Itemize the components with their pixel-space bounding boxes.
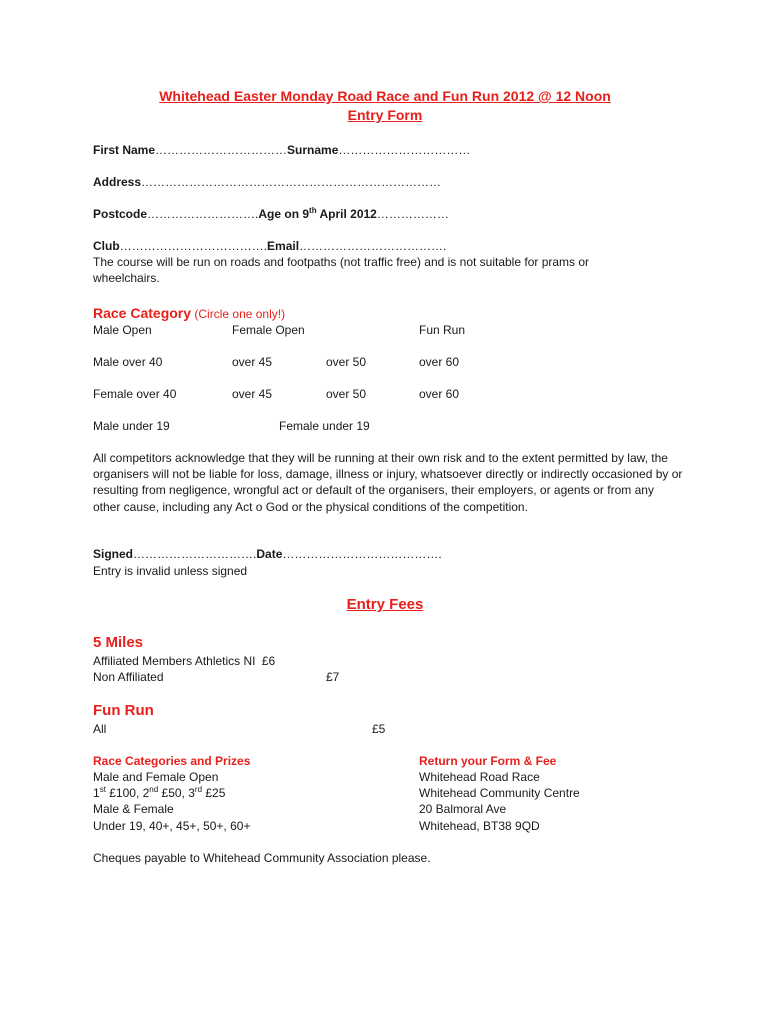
page-title: Whitehead Easter Monday Road Race and Fun Run 2012 @ 12 Noon: [159, 88, 611, 104]
return-line-1: Whitehead Road Race: [419, 770, 540, 784]
signed-field[interactable]: ………………………….: [133, 547, 257, 561]
prizes-line-4: Under 19, 40+, 45+, 50+, 60+: [93, 819, 251, 833]
first-name-label: First Name: [93, 143, 156, 157]
cheques-note: Cheques payable to Whitehead Community Association please.: [93, 851, 431, 865]
affiliated-line: [93, 653, 275, 669]
date-label: Date: [256, 547, 283, 561]
option-female-over-40[interactable]: Female over 40: [93, 387, 177, 401]
return-heading: Return your Form & Fee: [419, 754, 557, 768]
fun-run-all-label: All: [93, 722, 107, 736]
race-category-note: (Circle one only!): [194, 307, 286, 321]
option-male-over-45[interactable]: over 45: [232, 355, 273, 369]
prizes-line-1: Male and Female Open: [93, 770, 219, 784]
option-female-over-60[interactable]: over 60: [419, 387, 460, 401]
race-category-heading: Race Category (Circle one only!): [93, 305, 286, 321]
postcode-field[interactable]: ……………………….: [147, 207, 259, 221]
option-female-under-19[interactable]: Female under 19: [279, 419, 370, 433]
address-line: [93, 174, 441, 190]
affiliated-fee: £6: [261, 654, 276, 668]
surname-field[interactable]: ……………………………: [338, 143, 471, 157]
prizes-line-2: 1st £100, 2nd £50, 3rd £25: [93, 785, 226, 800]
postcode-label: Postcode: [93, 207, 148, 221]
five-miles-heading: 5 Miles: [93, 634, 144, 651]
name-line: [93, 142, 470, 158]
club-line: [93, 238, 446, 254]
page-subtitle: Entry Form: [347, 107, 423, 123]
first-name-field[interactable]: ……………………………: [155, 143, 288, 157]
option-fun-run[interactable]: Fun Run: [419, 323, 466, 337]
email-label: Email: [267, 239, 300, 253]
entry-fees-heading: Entry Fees: [346, 596, 424, 613]
course-note: The course will be run on roads and footpaths (not traffic free) and is not suitable for prams or wheelchairs.: [93, 255, 590, 286]
disclaimer: All competitors acknowledge that they will be running at their own risk and to the extent permitted by law, the organisers will not be liable for loss, damage, illness or injury, whatsoever directly or indirectly occasioned by or resulting from negligence, wrongful act or default of the organisers, their employers, or agents or from any other cause, including any Act o God or the physical conditions of the competition.: [93, 451, 683, 514]
club-label: Club: [93, 239, 120, 253]
prizes-line-3: Male & Female: [93, 802, 174, 816]
address-label: Address: [93, 175, 142, 189]
option-female-open[interactable]: Female Open: [232, 323, 305, 337]
prizes-heading: Race Categories and Prizes: [93, 754, 251, 768]
option-female-over-45[interactable]: over 45: [232, 387, 273, 401]
signature-line: [93, 546, 442, 562]
email-field[interactable]: ……………………………….: [299, 239, 447, 253]
date-field[interactable]: ………………………………….: [282, 547, 442, 561]
return-line-3: 20 Balmoral Ave: [419, 802, 507, 816]
non-affiliated-label: Non Affiliated: [93, 670, 164, 684]
fun-run-fee: £5: [372, 722, 386, 736]
club-field[interactable]: ……………………………….: [119, 239, 268, 253]
signed-label: Signed: [93, 547, 134, 561]
age-field[interactable]: ………………: [376, 207, 449, 221]
option-male-over-60[interactable]: over 60: [419, 355, 460, 369]
return-line-4: Whitehead, BT38 9QD: [419, 819, 540, 833]
age-label: Age on 9th April 2012: [258, 206, 377, 221]
option-male-over-50[interactable]: over 50: [326, 355, 367, 369]
option-female-over-50[interactable]: over 50: [326, 387, 367, 401]
non-affiliated-fee: £7: [326, 670, 340, 684]
option-male-over-40[interactable]: Male over 40: [93, 355, 163, 369]
surname-label: Surname: [287, 143, 339, 157]
option-male-open[interactable]: Male Open: [93, 323, 152, 337]
return-line-2: Whitehead Community Centre: [419, 786, 580, 800]
address-field[interactable]: …………………………………………………………………: [141, 175, 442, 189]
affiliated-label: Affiliated Members Athletics NI: [93, 654, 256, 668]
signature-note: Entry is invalid unless signed: [93, 564, 248, 578]
fun-run-heading: Fun Run: [93, 702, 154, 719]
postcode-line: [93, 206, 449, 222]
option-male-under-19[interactable]: Male under 19: [93, 419, 170, 433]
